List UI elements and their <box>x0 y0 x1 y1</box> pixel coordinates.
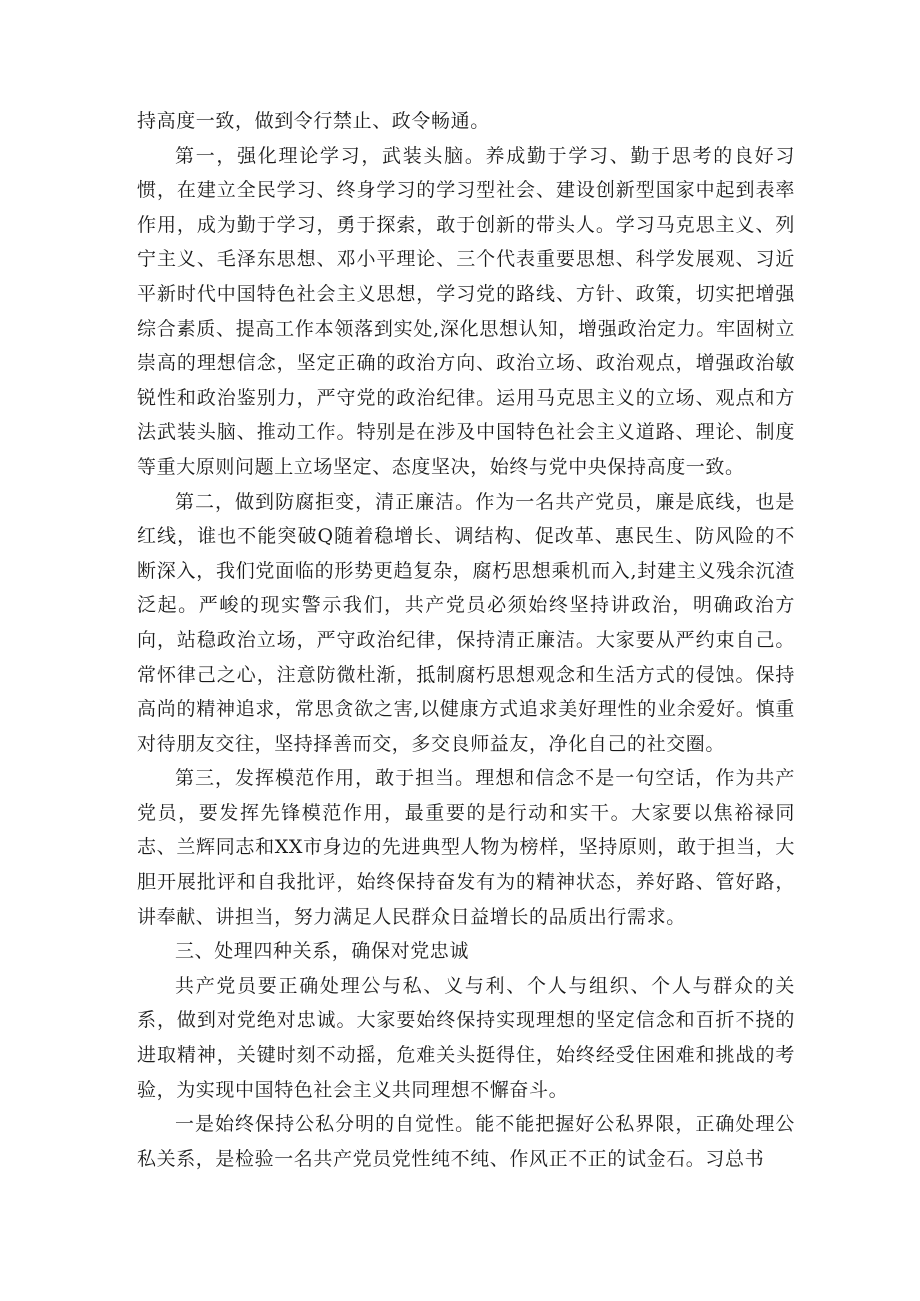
document-page <box>137 104 795 1176</box>
section-heading: 三、处理四种关系，确保对党忠诚 <box>175 940 470 963</box>
paragraph-exemplary-role: 第三，发挥模范作用，敢于担当。理想和信念不是一句空话，作为共产党员，要发挥先锋模范作用，最重要的是行动和实干。大家要以焦裕禄同志、兰辉同志和XX市身边的先进典型人物为榜样，坚持原则，敢于担当，大胆开展批评和自我批评，始终保持奋发有为的精神状态，养好路、管好路，讲奉献、讲担当，努力满足人民群众日益增长的品质出行需求。 <box>137 767 795 928</box>
paragraph-four-relations: 共产党员要正确处理公与私、义与利、个人与组织、个人与群众的关系，做到对党绝对忠诚。大家要始终保持实现理想的坚定信念和百折不挠的进取精神，关键时刻不动摇，危难关头挺得住，始终经受住困难和挑战的考验，为实现中国特色社会主义共同理想不懈奋斗。 <box>137 974 795 1101</box>
paragraph-theory-study: 第一，强化理论学习，武装头脑。养成勤于学习、勤于思考的良好习惯，在建立全民学习、终身学习的学习型社会、建设创新型国家中起到表率作用，成为勤于学习，勇于探索，敢于创新的带头人。学习马克思主义、列宁主义、毛泽东思想、邓小平理论、三个代表重要思想、科学发展观、习近平新时代中国特色社会主义思想，学习党的路线、方针、政策，切实把增强综合素质、提高工作本领落到实处,深化思想认知，增强政治定力。牢固树立崇高的理想信念，坚定正确的政治方向、政治立场、政治观点，增强政治敏锐性和政治鉴别力，严守党的政治纪律。运用马克思主义的立场、观点和方法武装头脑、推动工作。特别是在涉及中国特色社会主义道路、理论、制度等重大原则问题上立场坚定、态度坚决，始终与党中央保持高度一致。 <box>137 144 795 478</box>
paragraph-public-private: 一是始终保持公私分明的自觉性。能不能把握好公私界限，正确处理公私关系，是检验一名共产党员党性纯不纯、作风正不正的试金石。习总书 <box>137 1113 795 1170</box>
paragraph-continuation: 持高度一致，做到令行禁止、政令畅通。 <box>137 110 490 132</box>
paragraph-anti-corruption: 第二，做到防腐拒变，清正廉洁。作为一名共产党员，廉是底线，也是红线，谁也不能突破Q随着稳增长、调结构、促改革、惠民生、防风险的不断深入，我们党面临的形势更趋复杂，腐朽思想乘机而入,封建主义残余沉渣泛起。严峻的现实警示我们，共产党员必须始终坚持讲政治，明确政治方向，站稳政治立场，严守政治纪律，保持清正廉洁。大家要从严约束自己。常怀律己之心，注意防微杜渐，抵制腐朽思想观念和生活方式的侵蚀。保持高尚的精神追求，常思贪欲之害,以健康方式追求美好理性的业余爱好。慎重对待朋友交往，坚持择善而交，多交良师益友，净化自己的社交圈。 <box>137 490 795 755</box>
